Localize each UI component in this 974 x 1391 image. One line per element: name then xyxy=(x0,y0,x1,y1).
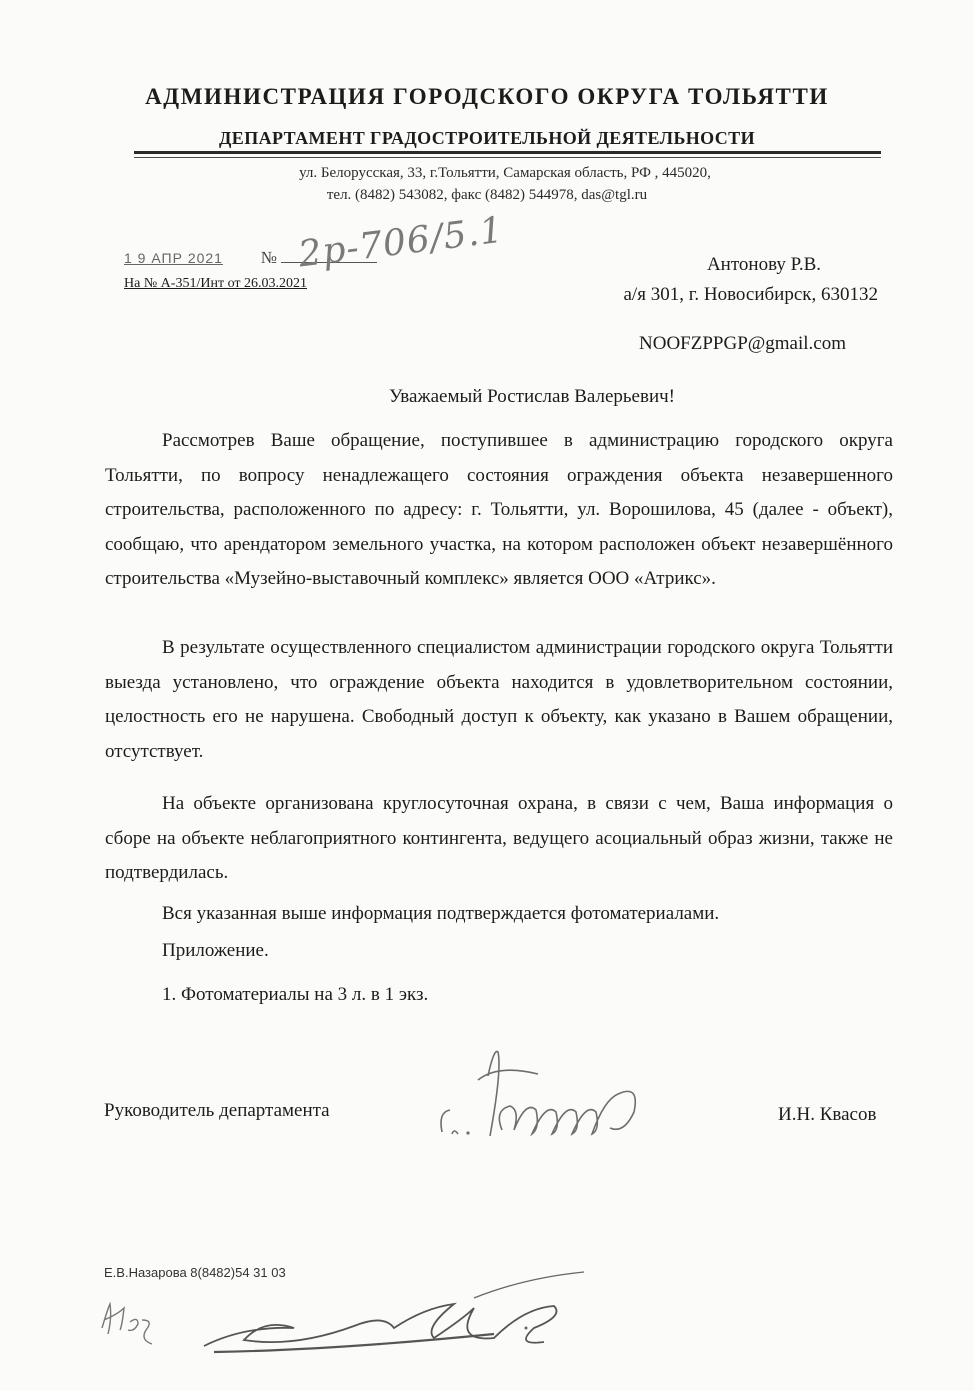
number-sign: № xyxy=(260,248,277,267)
attachment-item: 1. Фотоматериалы на 3 л. в 1 экз. xyxy=(162,984,429,1005)
signatory-position: Руководитель департамента xyxy=(104,1100,330,1121)
registration-date: 1 9 АПР 2021 xyxy=(124,250,223,266)
address-line-2: тел. (8482) 543082, факс (8482) 544978, das@tgl.ru xyxy=(326,187,648,203)
department-title: ДЕПАРТАМЕНТ ГРАДОСТРОИТЕЛЬНОЙ ДЕЯТЕЛЬНОСТИ xyxy=(219,128,755,148)
attachment-label: Приложение. xyxy=(162,940,269,961)
handwritten-registration-number: 2р-706/5.1 xyxy=(296,209,506,276)
reference-line: На № А-351/Инт от 26.03.2021 xyxy=(124,276,307,291)
approval-signature xyxy=(94,1268,614,1378)
executor-contact: Е.В.Назарова 8(8482)54 31 03 xyxy=(104,1265,286,1280)
paragraph-2: В результате осуществленного специалистом администрации городского округа Тольятти выезда установлено, что ограждение объекта находится в удовлетворительном состоянии, целостность его не нарушена. Свободный доступ к объекту, как указано в Вашем обращении, отсутствует. xyxy=(105,637,893,762)
recipient-name: Антонову Р.В. xyxy=(706,254,821,275)
organization-title: АДМИНИСТРАЦИЯ ГОРОДСКОГО ОКРУГА ТОЛЬЯТТИ xyxy=(145,84,829,109)
paragraph-1: Рассмотрев Ваше обращение, поступившее в администрацию городского округа Тольятти, по вопросу ненадлежащего состояния ограждения объекта незавершенного строительства, расположенного по адресу: г. Тольятти, ул. Ворошилова, 45 (далее - объект), сообщаю, что арендатором земельного участка, на котором расположен объект незавершённого строительства «Музейно-выставочный комплекс» является ООО «Атрикс». xyxy=(105,430,893,590)
salutation: Уважаемый Ростислав Валерьевич! xyxy=(388,386,675,407)
handwritten-signature xyxy=(428,1040,668,1150)
signatory-name: И.Н. Квасов xyxy=(778,1104,877,1125)
paragraph-3: На объекте организована круглосуточная охрана, в связи с чем, Ваша информация о сборе на объекте неблагоприятного контингента, ведущего асоциальный образ жизни, также не подтвердилась. xyxy=(105,793,893,884)
address-line-1: ул. Белорусская, 33, г.Тольятти, Самарская область, РФ , 445020, xyxy=(299,165,711,181)
header-rule-thin xyxy=(134,157,881,158)
photo-confirmation-line: Вся указанная выше информация подтверждается фотоматериалами. xyxy=(162,903,720,924)
recipient-email: NOOFZPPGP@gmail.com xyxy=(639,333,846,354)
recipient-address: а/я 301, г. Новосибирск, 630132 xyxy=(623,284,878,305)
header-rule-thick xyxy=(134,151,881,154)
